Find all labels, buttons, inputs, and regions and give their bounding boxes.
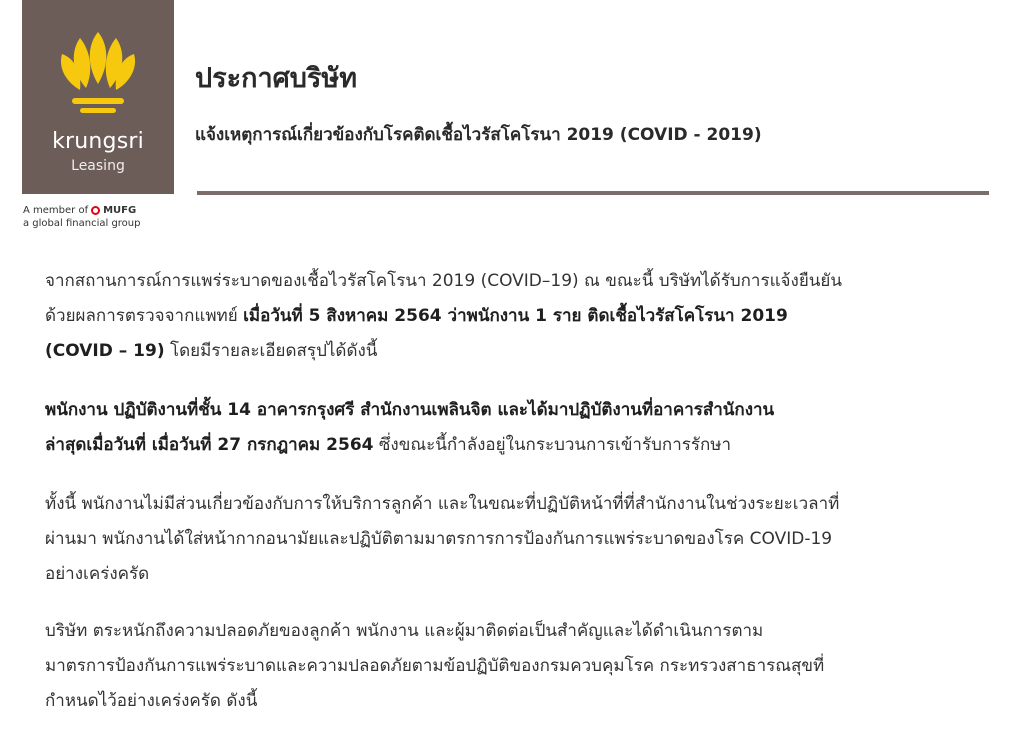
member-prefix: A member of bbox=[23, 205, 89, 216]
member-group-text: a global financial group bbox=[23, 218, 141, 229]
p2-line-2 bbox=[45, 428, 990, 463]
p4-line-2: มาตรการป้องกันการแพร่ระบาดและความปลอดภัยตามข้อปฏิบัติของกรมควบคุมโรค กระทรวงสาธารณสุขที่ bbox=[45, 656, 825, 676]
p2-line-2-text: ซึ่งขณะนี้กำลังอยู่ในกระบวนการเข้ารับการรักษา bbox=[373, 435, 732, 455]
p2-line-1 bbox=[45, 393, 990, 428]
p3-line-2: ผ่านมา พนักงานได้ใส่หน้ากากอนามัยและปฏิบัติตามมาตรการการป้องกันการแพร่ระบาดของโรค COVID-19 bbox=[45, 529, 833, 549]
p1-line-3-bold: (COVID – 19) bbox=[45, 341, 165, 361]
p4-line-1: บริษัท ตระหนักถึงความปลอดภัยของลูกค้า พนักงาน และผู้มาติดต่อเป็นสำคัญและได้ดำเนินการตาม bbox=[45, 621, 764, 641]
header-divider bbox=[197, 191, 989, 195]
page-subtitle: แจ้งเหตุการณ์เกี่ยวข้องกับโรคติดเชื้อไวรัสโคโรนา 2019 (COVID - 2019) bbox=[195, 125, 762, 145]
p1-line-3 bbox=[45, 334, 990, 369]
p3-line-1: ทั้งนี้ พนักงานไม่มีส่วนเกี่ยวข้องกับการให้บริการลูกค้า และในขณะที่ปฏิบัติหน้าที่ที่สำนักงานในช่วงระยะเวลาที่ bbox=[45, 494, 840, 514]
krungsri-logo-panel bbox=[22, 0, 174, 194]
mufg-logo-icon bbox=[91, 206, 100, 215]
p1-line-2-bold: เมื่อวันที่ 5 สิงหาคม 2564 ว่าพนักงาน 1 ราย ติดเชื้อไวรัสโคโรนา 2019 bbox=[243, 306, 788, 326]
paragraph-1 bbox=[45, 264, 990, 369]
krungsri-logo-icon bbox=[50, 26, 146, 122]
brand-sub: Leasing bbox=[71, 158, 125, 174]
p1-line-1: จากสถานการณ์การแพร่ระบาดของเชื้อไวรัสโคโรนา 2019 (COVID–19) ณ ขณะนี้ บริษัทได้รับการแจ้งยืนยัน bbox=[45, 271, 842, 291]
p4-line-3: กำหนดไว้อย่างเคร่งครัด ดังนี้ bbox=[45, 691, 258, 711]
p1-line-3-text: โดยมีรายละเอียดสรุปได้ดังนี้ bbox=[164, 341, 378, 361]
p2-line-2-bold: ล่าสุดเมื่อวันที่ เมื่อวันที่ 27 กรกฎาคม 2564 bbox=[45, 435, 374, 455]
p1-line-2 bbox=[45, 299, 990, 334]
mufg-text: MUFG bbox=[103, 205, 137, 216]
paragraph-2 bbox=[45, 393, 990, 463]
p1-line-2-text: ด้วยผลการตรวจจากแพทย์ bbox=[45, 306, 244, 326]
member-tagline bbox=[23, 204, 141, 230]
brand-name: krungsri bbox=[52, 129, 144, 154]
page-title: ประกาศบริษัท bbox=[195, 63, 358, 94]
p3-line-3: อย่างเคร่งครัด bbox=[45, 564, 150, 584]
p2-line-1-bold: พนักงาน ปฏิบัติงานที่ชั้น 14 อาคารกรุงศรี สำนักงานเพลินจิต และได้มาปฏิบัติงานที่อาคารสำนักงาน bbox=[45, 400, 775, 420]
paragraph-4 bbox=[45, 614, 990, 719]
paragraph-3 bbox=[45, 487, 990, 592]
